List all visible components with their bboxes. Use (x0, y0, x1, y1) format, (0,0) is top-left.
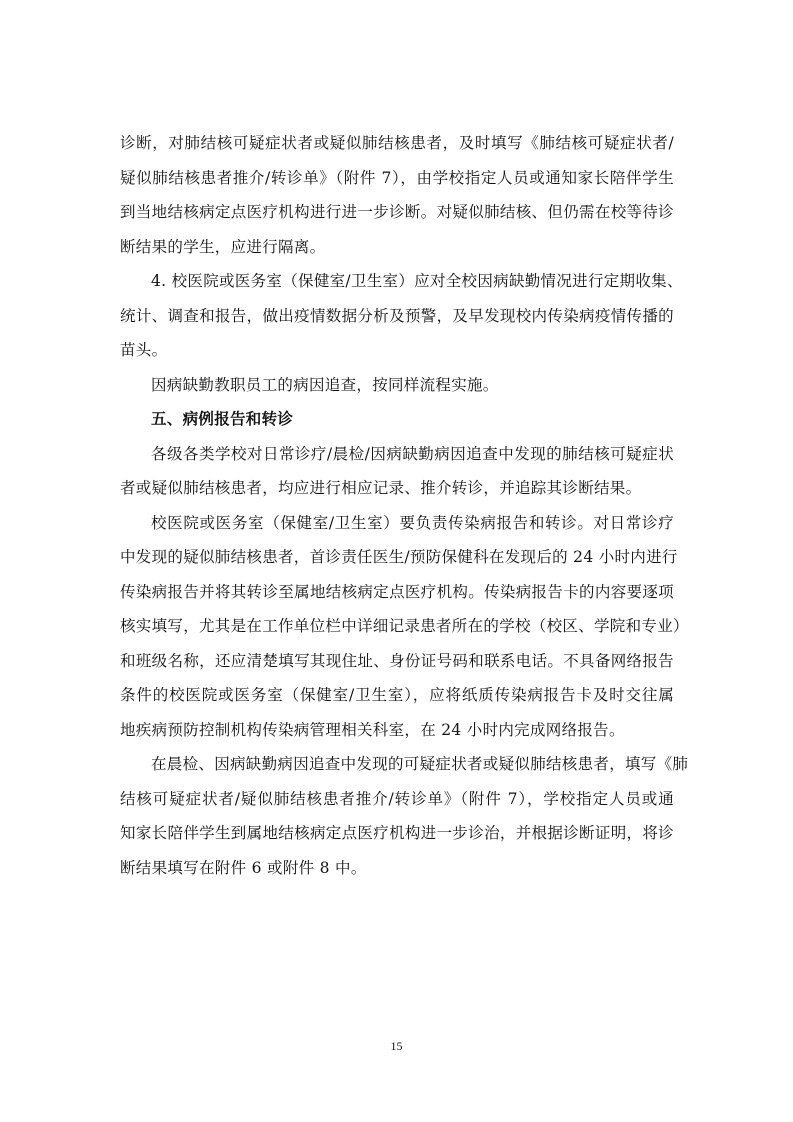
paragraph-line: 和班级名称，还应清楚填写其现住址、身份证号码和联系电话。不具备网络报告 (120, 651, 674, 670)
paragraph-line: 诊断，对肺结核可疑症状者或疑似肺结核患者，及时填写《肺结核可疑症状者/ (120, 134, 674, 152)
paragraph-line: 中发现的疑似肺结核患者，首诊责任医生/预防保健科在发现后的 24 小时内进行 (120, 548, 678, 566)
paragraph-line: 疑似肺结核患者推介/转诊单》（附件 7），由学校指定人员或通知家长陪伴学生 (120, 168, 674, 187)
paragraph-line: 结核可疑症状者/疑似肺结核患者推介/转诊单》（附件 7），学校指定人员或通 (120, 789, 674, 808)
paragraph-line: 在晨检、因病缺勤病因追查中发现的可疑症状者或疑似肺结核患者，填写《肺 (151, 755, 689, 773)
paragraph-line: 4. 校医院或医务室（保健室/卫生室）应对全校因病缺勤情况进行定期收集、 (151, 272, 683, 290)
document-body (120, 126, 689, 885)
paragraph-line: 地疾病预防控制机构传染病管理相关科室，在 24 小时内完成网络报告。 (120, 720, 625, 739)
paragraph-line: 校医院或医务室（保健室/卫生室）要负责传染病报告和转诊。对日常诊疗 (151, 513, 674, 532)
paragraph-line: 条件的校医院或医务室（保健室/卫生室），应将纸质传染病报告卡及时交往属 (120, 686, 674, 704)
paragraph-line: 知家长陪伴学生到属地结核病定点医疗机构进一步诊治，并根据诊断证明，将诊 (120, 824, 674, 842)
paragraph-line: 苗头。 (120, 341, 168, 359)
paragraph-line: 统计、调查和报告，做出疫情数据分析及预警，及早发现校内传染病疫情传播的 (120, 306, 674, 325)
paragraph-line: 到当地结核病定点医疗机构进行进一步诊断。对疑似肺结核、但仍需在校等待诊 (120, 203, 674, 221)
paragraph-line: 者或疑似肺结核患者，均应进行相应记录、推介转诊，并追踪其诊断结果。 (120, 479, 642, 497)
section-heading: 五、病例报告和转诊 (151, 409, 294, 428)
paragraph-line: 传染病报告并将其转诊至属地结核病定点医疗机构。传染病报告卡的内容要逐项 (120, 582, 674, 601)
page-number: 15 (390, 1039, 403, 1053)
paragraph-line: 各级各类学校对日常诊疗/晨检/因病缺勤病因追查中发现的肺结核可疑症状 (151, 444, 674, 463)
paragraph-line: 因病缺勤教职员工的病因追查，按同样流程实施。 (151, 375, 499, 394)
paragraph-line: 断结果填写在附件 6 或附件 8 中。 (120, 858, 367, 877)
paragraph-line: 断结果的学生，应进行隔离。 (120, 237, 326, 256)
paragraph-line: 核实填写，尤其是在工作单位栏中详细记录患者所在的学校（校区、学院和专业） (120, 617, 689, 635)
